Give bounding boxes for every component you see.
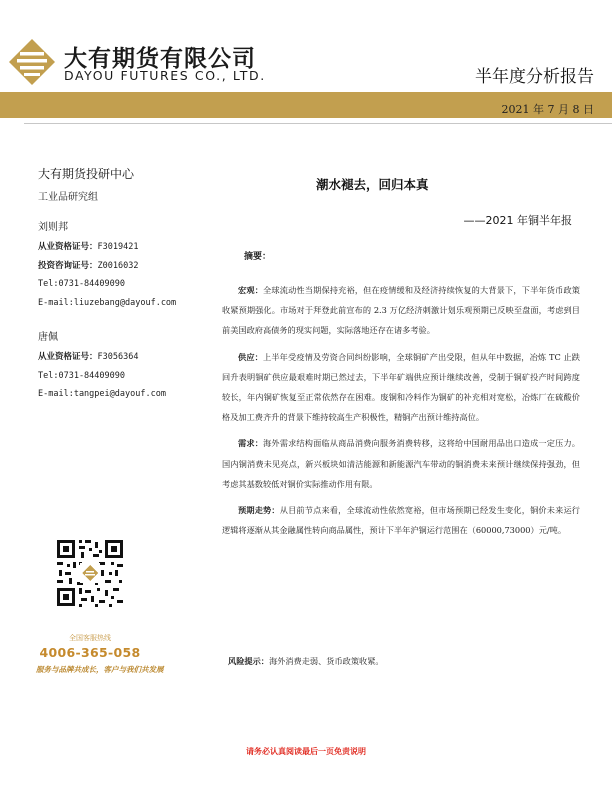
- company-name-en: DAYOU FUTURES CO., LTD.: [64, 68, 266, 83]
- hotline-number: 4006-365-058: [39, 645, 141, 660]
- report-date: 2021 年 7 月 8 日: [501, 103, 594, 116]
- analyst-consult-license: 投资咨询证号：Z0016032: [38, 260, 139, 271]
- summary-body: [222, 280, 580, 546]
- hotline-label: 全国客服热线: [69, 634, 111, 642]
- header-divider: [24, 123, 612, 124]
- company-name-cn: 大有期货有限公司: [64, 46, 256, 72]
- report-title: 潮水褪去，回归本真: [316, 177, 429, 192]
- analyst-tel: Tel:0731-84409090: [38, 370, 125, 381]
- report-subtitle: ——2021 年铜半年报: [463, 214, 572, 227]
- analyst-tel: Tel:0731-84409090: [38, 279, 125, 289]
- summary-paragraph-supply: 供应：上半年受疫情及劳资合同纠纷影响，全球铜矿产出受限，但从年中数据，冶炼 TC 止跌回升表明铜矿供应最艰难时期已然过去，下半年矿端供应预计继续改善，受制于铜矿投产时间跨度较长，年内铜矿恢复至正常依然存在困难。废铜和冷料作为铜矿的补充相对宽松，冶炼厂在硫酸价格及加工费齐升的背景下维持较高生产积极性，精铜产出预计维持高位。: [222, 351, 580, 423]
- author-sidebar: [38, 168, 228, 409]
- analyst-license: 从业资格证号：F3056364: [38, 352, 139, 362]
- summary-paragraph-outlook: 预期走势：从目前节点来看，全球流动性依然宽裕，但市场预期已经发生变化，铜价未来运行逻辑将逐渐从其金融属性转向商品属性，预计下半年沪铜运行范围在（60000,73000）元/吨。: [222, 505, 580, 536]
- analyst-license: 从业资格证号：F3019421: [38, 242, 139, 252]
- analyst-name: 刘则邦: [38, 222, 68, 233]
- company-slogan: 服务与品牌共成长，客户与我们共发展: [36, 665, 164, 674]
- research-center-name: 大有期货投研中心: [38, 167, 135, 181]
- analyst-email: E-mail:tangpei@dayouf.com: [38, 389, 166, 399]
- risk-warning: 风险提示：海外消费走弱、货币政策收紧。: [228, 656, 384, 666]
- report-type: 半年度分析报告: [475, 67, 594, 87]
- summary-label: 摘要：: [244, 252, 272, 262]
- analyst-name: 唐佩: [38, 332, 58, 343]
- company-logo-icon: [8, 38, 56, 86]
- disclaimer-link[interactable]: 请务必认真阅读最后一页免责说明: [246, 747, 366, 756]
- summary-paragraph-demand: 需求：海外需求结构面临从商品消费向服务消费转移，这将给中国耐用品出口造成一定压力。国内铜消费未见亮点，新兴板块如清洁能源和新能源汽车带动的铜消费未来预计继续保持强劲，但考虑其基数较低对铜价实际推动作用有限。: [222, 438, 580, 489]
- qr-code-icon: [55, 538, 125, 608]
- summary-paragraph-macro: 宏观：全球流动性当期保持充裕，但在疫情缓和及经济持续恢复的大背景下，下半年货币政策收紧预期强化。市场对于拜登此前宣布的 2.3 万亿经济刺激计划乐观预期已反映至盘面，考虑到目前美国政府高债务的现实问题，实际落地还存在诸多考验。: [222, 285, 580, 336]
- research-group-name: 工业品研究组: [38, 192, 98, 203]
- analyst-email: E-mail:liuzebang@dayouf.com: [38, 297, 177, 308]
